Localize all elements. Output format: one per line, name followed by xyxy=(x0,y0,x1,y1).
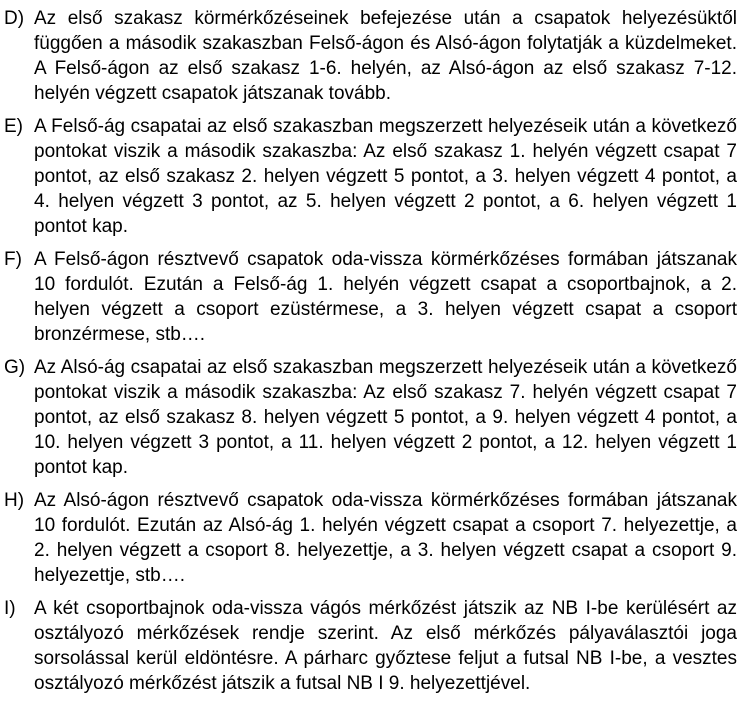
rule-item-f xyxy=(4,247,737,347)
rule-label: G) xyxy=(4,357,26,378)
rule-item-i xyxy=(4,596,737,696)
rule-text: A két csoportbajnok oda-vissza vágós mérkőzést játszik az NB I-be kerülésért az osztályozó mérkőzések rendje szerint. Az első mérkőzés pályaválasztói joga sorsolással kerül eldöntésre. A párharc győztese feljut a futsal NB I-be, a vesztes osztályozó mérkőzést játszik a futsal NB I 9. helyezettjével. xyxy=(34,598,737,694)
rule-label: I) xyxy=(4,598,16,619)
rule-text: A Felső-ág csapatai az első szakaszban megszerzett helyezéseik után a következő pontokat viszik a második szakaszba: Az első szakasz 1. helyén végzett csapat 7 pontot, az első szakasz 2. helyen végzett 5 pontot, a 3. helyen végzett 4 pontot, a 4. helyen végzett 3 pontot, az 5. helyen végzett 2 pontot, a 6. helyen végzett 1 pontot kap. xyxy=(34,116,737,237)
rule-item-d xyxy=(4,6,737,106)
rule-label: H) xyxy=(4,490,25,511)
rule-label: E) xyxy=(4,116,23,137)
rule-text: Az Alsó-ágon résztvevő csapatok oda-vissza körmérkőzéses formában játszanak 10 fordulót. Ezután az Alsó-ág 1. helyén végzett csapat a csoport 7. helyezettje, a 2. helyen végzett a csoport 8. helyezettje, a 3. helyen végzett csapat a csoport 9. helyezettje, stb…. xyxy=(34,490,737,586)
rule-item-e xyxy=(4,114,737,239)
rule-item-g xyxy=(4,355,737,480)
rule-label: F) xyxy=(4,249,22,270)
rule-item-h xyxy=(4,488,737,588)
rule-text: Az Alsó-ág csapatai az első szakaszban megszerzett helyezéseik után a következő pontokat viszik a második szakaszba: Az első szakasz 7. helyén végzett csapat 7 pontot, az első szakasz 8. helyen végzett 5 pontot, a 9. helyen végzett 4 pontot, a 10. helyen végzett 3 pontot, a 11. helyen végzett 2 pontot, a 12. helyen végzett 1 pontot kap. xyxy=(34,357,737,478)
rule-text: Az első szakasz körmérkőzéseinek befejezése után a csapatok helyezésüktől függően a második szakaszban Felső-ágon és Alsó-ágon folytatják a küzdelmeket. A Felső-ágon az első szakasz 1-6. helyén, az Alsó-ágon az első szakasz 7-12. helyén végzett csapatok játszanak tovább. xyxy=(34,8,737,104)
rule-label: D) xyxy=(4,8,25,29)
rule-text: A Felső-ágon résztvevő csapatok oda-vissza körmérkőzéses formában játszanak 10 fordulót. Ezután a Felső-ág 1. helyén végzett csapat a csoportbajnok, a 2. helyen végzett a csoport ezüstérmese, a 3. helyen végzett csapat a csoport bronzérmese, stb…. xyxy=(34,249,737,345)
